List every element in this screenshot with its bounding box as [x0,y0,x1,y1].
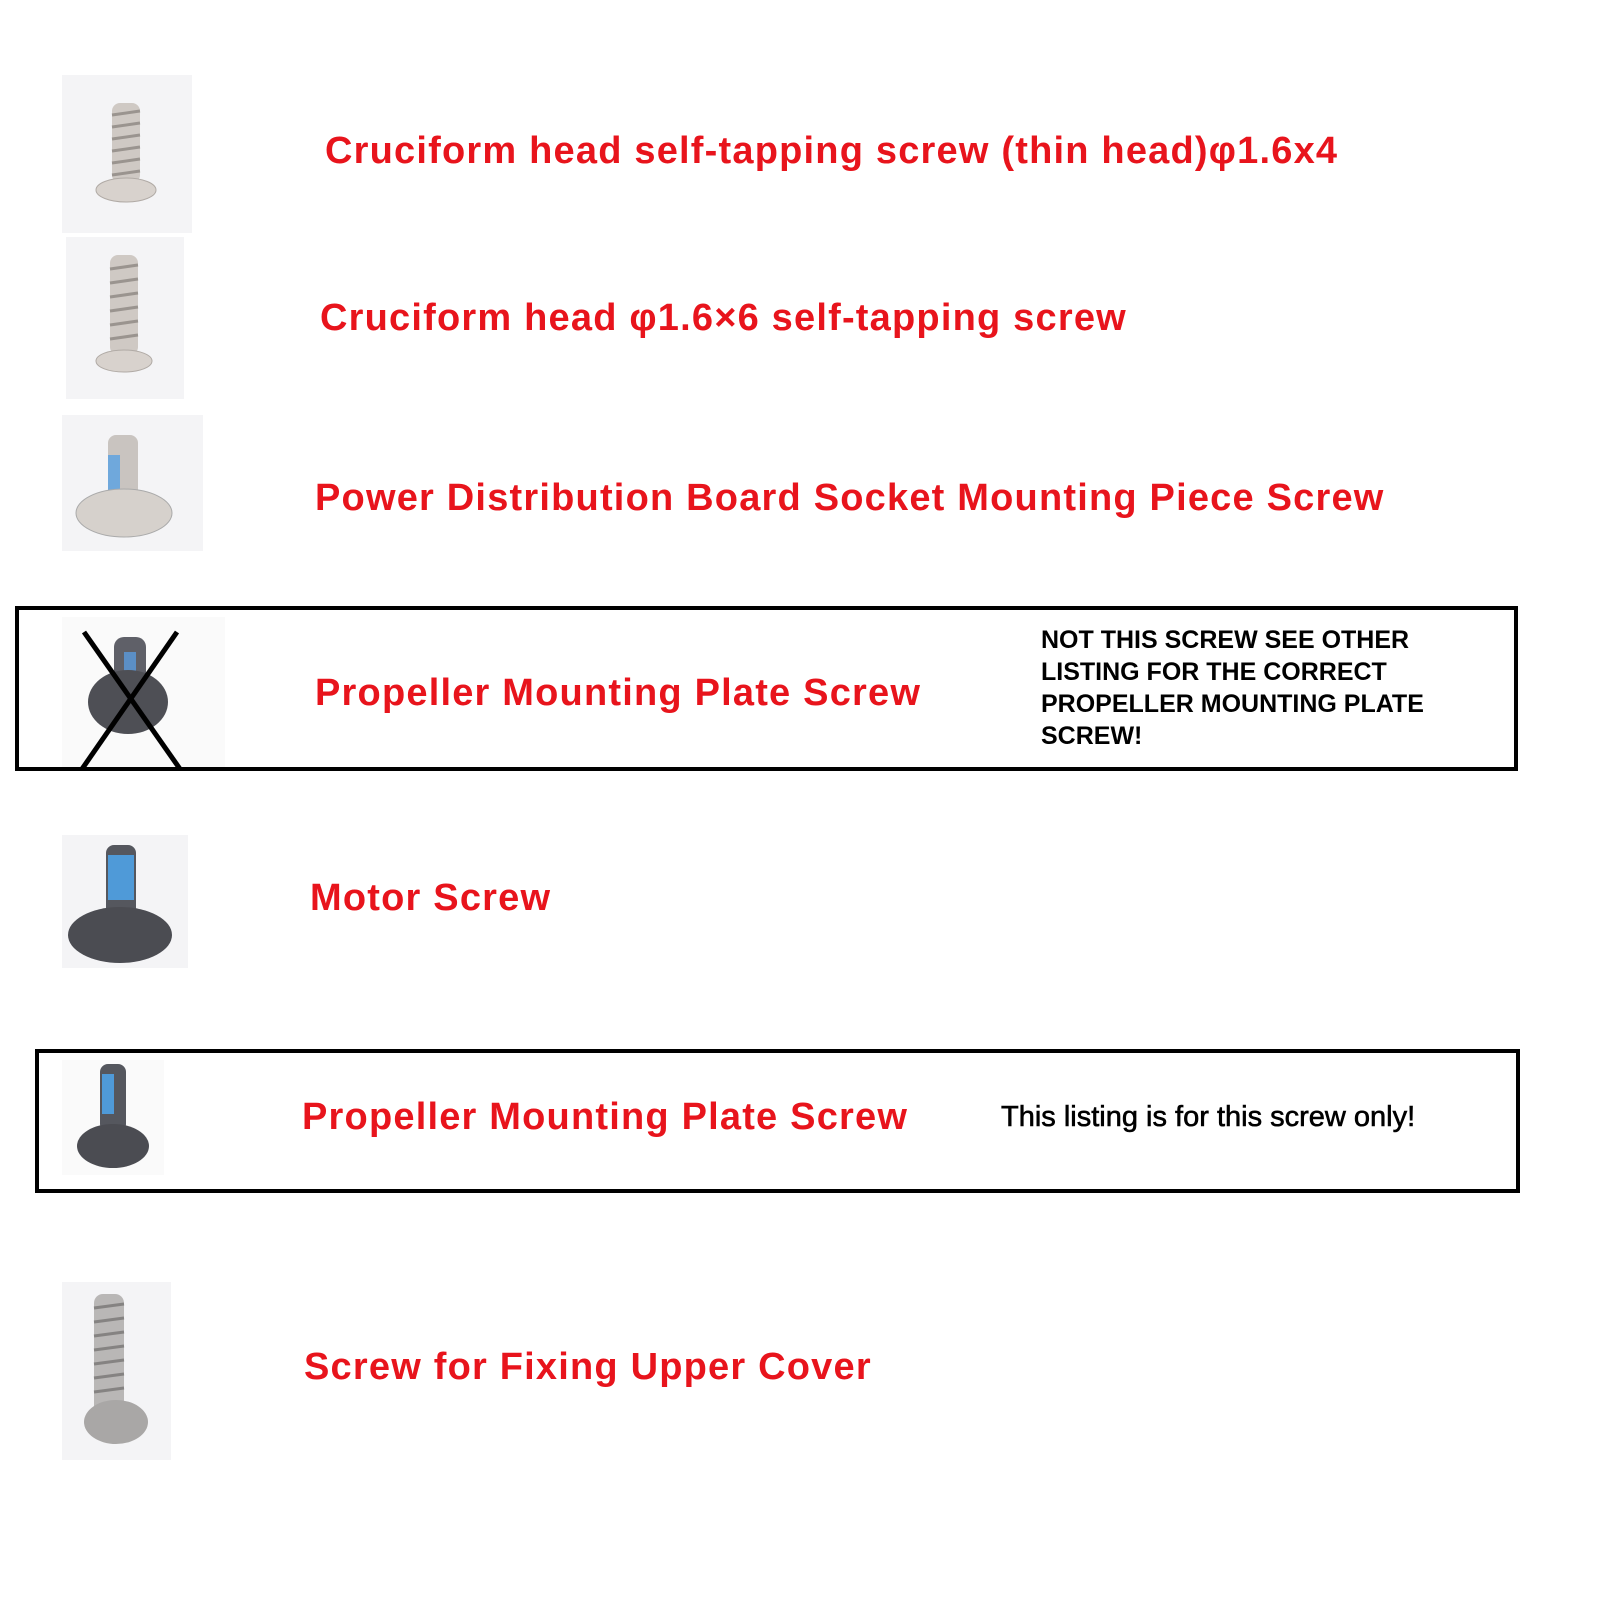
warning-note: NOT THIS SCREW SEE OTHER LISTING FOR THE CORRECT PROPELLER MOUNTING PLATE SCREW! [1041,626,1424,750]
item-title: Cruciform head φ1.6×6 self-tapping screw [320,297,1127,339]
silver-screw-icon [66,237,184,399]
item-title: Cruciform head self-tapping screw (thin head)φ1.6x4 [325,130,1339,172]
dark-screw-blue-thread-icon [62,1060,164,1175]
silver-long-screw-icon [62,1282,171,1460]
screw-image [62,1060,164,1175]
screw-image [62,617,225,767]
screw-image [62,1282,171,1460]
screw-image [62,415,203,551]
dark-screw-crossed-out-icon [62,617,225,767]
item-title: Propeller Mounting Plate Screw [315,672,922,714]
screw-image [66,237,184,399]
item-title: Power Distribution Board Socket Mounting Piece Screw [315,477,1385,519]
screw-image [62,75,192,233]
item-title: Motor Screw [310,877,552,919]
item-title: Propeller Mounting Plate Screw [302,1096,909,1138]
dark-screw-blue-thread-icon [62,835,188,968]
listing-note: This listing is for this screw only! [1001,1101,1416,1133]
item-title: Screw for Fixing Upper Cover [304,1346,872,1388]
silver-screw-blue-thread-icon [62,415,203,551]
screw-image [62,835,188,968]
silver-screw-icon [62,75,192,233]
